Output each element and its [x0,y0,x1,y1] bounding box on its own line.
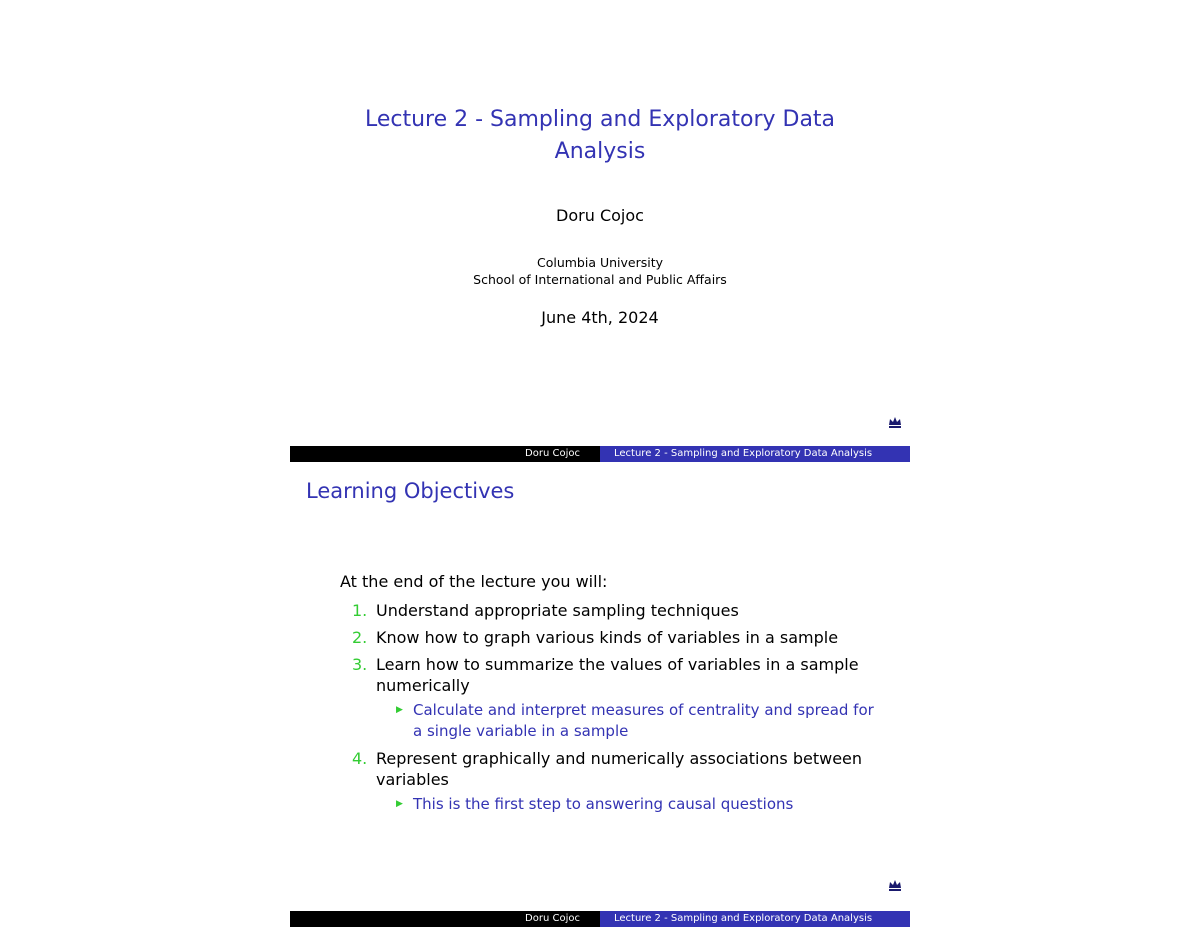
institution-line-2: School of International and Public Affairs [473,272,727,287]
list-item [340,627,880,648]
sub-item-text: This is the first step to answering causal questions [413,795,794,813]
title-line-2: Analysis [554,139,646,164]
sub-list [376,794,880,815]
title-slide [290,0,910,463]
list-item [340,748,880,815]
item-text: Understand appropriate sampling techniques [376,601,739,620]
title-line-1: Lecture 2 - Sampling and Exploratory Data [364,107,836,132]
title-block [290,104,910,168]
footer-title: Lecture 2 - Sampling and Exploratory Data Analysis [600,911,910,927]
list-item [340,654,880,742]
item-number: 4. [352,749,368,768]
item-text: Learn how to summarize the values of variables in a sample numerically [376,655,859,695]
sub-list [376,700,880,742]
objectives-slide [290,463,910,927]
triangle-bullet-icon: ▶ [396,705,403,715]
author-name: Doru Cojoc [556,206,644,225]
item-number: 3. [352,655,368,674]
item-text: Represent graphically and numerically associations between variables [376,749,863,789]
sub-item [376,700,880,742]
item-text: Know how to graph various kinds of variables in a sample [376,628,839,647]
footer-title: Lecture 2 - Sampling and Exploratory Data Analysis [600,446,910,462]
objectives-content [340,571,880,821]
frame-title: Learning Objectives [306,479,515,503]
presentation-date: June 4th, 2024 [541,308,659,327]
institution [290,254,910,288]
sub-item [376,794,880,815]
item-number: 2. [352,628,368,647]
intro-text: At the end of the lecture you will: [340,572,608,591]
triangle-bullet-icon: ▶ [396,799,403,809]
footer-bar [290,911,910,927]
sub-item-text: Calculate and interpret measures of centrality and spread for a single variable in a sample [413,701,874,740]
institution-line-1: Columbia University [536,255,664,270]
footer-author: Doru Cojoc [290,911,600,927]
footer-bar [290,446,910,462]
crown-icon [888,416,902,428]
objectives-list [340,600,880,815]
footer-author: Doru Cojoc [290,446,600,462]
list-item [340,600,880,621]
presentation-title [290,104,910,168]
crown-icon [888,879,902,891]
item-number: 1. [352,601,368,620]
